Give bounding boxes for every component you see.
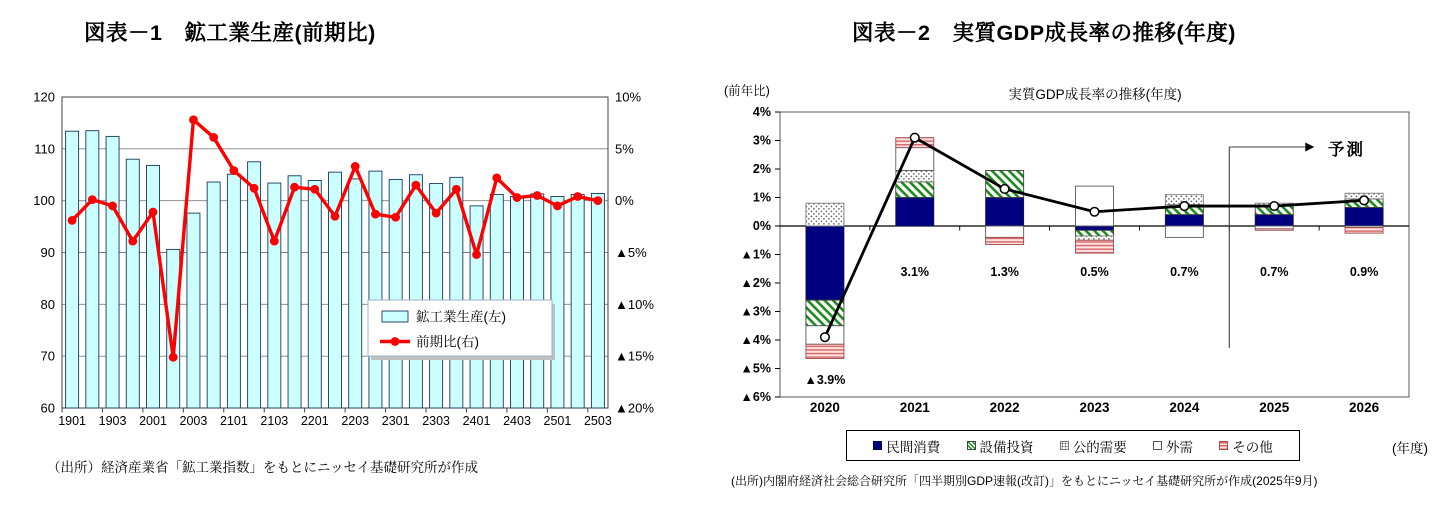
bar xyxy=(349,179,362,408)
legend-item-public-demand xyxy=(1060,436,1127,456)
x-axis-tick-label: 2503 xyxy=(583,414,612,428)
y-axis-tick-label: 1% xyxy=(752,190,771,205)
legend-label: その他 xyxy=(1232,439,1273,455)
y-axis-tick-label: 4% xyxy=(752,105,771,120)
stacked-bar-segment xyxy=(806,203,844,226)
right-axis-tick-label: 0% xyxy=(615,193,634,209)
qoq-line-marker xyxy=(128,237,137,246)
y-axis-tick-label: ▲1% xyxy=(740,247,771,262)
left-axis-tick-label: 100 xyxy=(33,193,55,209)
qoq-line-marker xyxy=(229,166,238,175)
bar xyxy=(66,131,79,408)
x-axis-tick-label: 2201 xyxy=(300,414,329,428)
stacked-bar-segment xyxy=(1076,186,1114,226)
stacked-bar-segment xyxy=(1345,227,1383,233)
qoq-line-marker xyxy=(351,162,360,171)
stacked-bar-segment xyxy=(986,198,1024,227)
left-chart-source: （出所）経済産業省「鉱工業指数」をもとにニッセイ基礎研究所が作成 xyxy=(47,460,479,475)
qoq-line-marker xyxy=(290,183,299,192)
legend-label: 外需 xyxy=(1166,439,1193,455)
qoq-line-marker xyxy=(391,213,400,222)
gdp-growth-marker xyxy=(1090,207,1099,216)
stacked-bar-segment xyxy=(986,226,1024,237)
bar xyxy=(450,177,463,408)
x-axis-tick-label: 1901 xyxy=(58,414,87,428)
x-axis-tick-label: 2001 xyxy=(139,414,167,428)
y-axis-tick-label: 0% xyxy=(752,219,771,234)
x-axis-tick-label: 2101 xyxy=(219,414,248,428)
y-axis-tick-label: 2% xyxy=(752,162,771,177)
legend-item-other xyxy=(1219,436,1273,456)
qoq-line-marker xyxy=(452,185,461,194)
qoq-line-marker xyxy=(189,115,198,124)
x-axis-year-label: 2026 xyxy=(1349,400,1380,415)
bar xyxy=(409,175,422,408)
growth-rate-label: ▲3.9% xyxy=(804,373,846,387)
stacked-bar-segment xyxy=(1165,215,1203,226)
line-series-swatch-marker-icon xyxy=(391,337,400,346)
stacked-bar-segment xyxy=(806,300,844,326)
stacked-bar-segment xyxy=(1255,215,1293,226)
right-axis-tick-label: 10% xyxy=(615,89,642,105)
qoq-line-marker xyxy=(209,133,218,142)
y-axis-tick-label: ▲6% xyxy=(740,390,771,405)
growth-rate-label: 0.5% xyxy=(1080,265,1109,279)
plot-border xyxy=(780,112,1409,397)
right-chart-y-unit-label: (前年比) xyxy=(724,84,770,98)
right-axis-tick-label: 5% xyxy=(615,141,634,157)
qoq-line-marker xyxy=(88,195,97,204)
bar xyxy=(571,194,584,408)
forecast-arrowhead-icon xyxy=(1305,143,1314,152)
capex-swatch-icon xyxy=(967,441,976,450)
stacked-bar-segment xyxy=(1076,236,1114,240)
y-axis-tick-label: 3% xyxy=(752,133,771,148)
x-axis-tick-label: 2403 xyxy=(503,414,531,428)
bar xyxy=(227,174,240,408)
bar-series-swatch-icon xyxy=(382,311,408,322)
gdp-growth-marker xyxy=(821,333,830,342)
line-series-legend-label: 前期比(右) xyxy=(416,334,479,350)
x-axis-tick-label: 2203 xyxy=(341,414,370,428)
gdp-growth-marker xyxy=(910,133,919,142)
y-axis-tick-label: ▲4% xyxy=(740,333,771,348)
qoq-line-marker xyxy=(270,237,279,246)
left-axis-tick-label: 90 xyxy=(40,245,55,260)
stacked-bar-segment xyxy=(896,170,934,181)
stacked-bar-segment xyxy=(1076,230,1114,236)
legend-label: 設備投資 xyxy=(979,439,1034,455)
qoq-line-marker xyxy=(250,184,259,193)
x-axis-year-label: 2023 xyxy=(1079,400,1110,415)
x-axis-tick-label: 2401 xyxy=(462,414,491,428)
left-axis-tick-label: 110 xyxy=(34,141,55,157)
growth-rate-label: 0.7% xyxy=(1170,265,1199,279)
right-axis-tick-label: ▲15% xyxy=(615,348,654,364)
qoq-line-marker xyxy=(310,185,319,194)
x-axis-year-label: 2022 xyxy=(989,400,1020,415)
qoq-line-marker xyxy=(593,196,602,205)
gdp-growth-marker xyxy=(1360,196,1369,205)
qoq-line-marker xyxy=(371,210,380,219)
bar xyxy=(147,165,160,408)
qoq-line-marker xyxy=(108,201,117,210)
gdp-stacked-bars xyxy=(806,138,1383,359)
stacked-bar-segment xyxy=(806,226,844,300)
x-axis-tick-label: 2003 xyxy=(179,414,208,428)
qoq-line-marker xyxy=(331,212,340,221)
iip-legend xyxy=(368,300,555,360)
x-axis-year-label: 2024 xyxy=(1169,400,1200,415)
growth-rate-label: 0.9% xyxy=(1349,265,1379,279)
external-demand-swatch-icon xyxy=(1153,441,1162,450)
x-axis-tick-label: 1903 xyxy=(98,414,127,428)
stacked-bar-segment xyxy=(896,182,934,198)
gdp-growth-marker xyxy=(1270,202,1279,211)
x-axis-tick-label: 2501 xyxy=(543,414,572,428)
qoq-line-marker xyxy=(149,208,158,217)
legend-item-external-demand xyxy=(1153,436,1193,456)
stacked-bar-segment xyxy=(896,198,934,227)
stacked-bar-segment xyxy=(1165,226,1203,237)
right-axis-tick-label: ▲10% xyxy=(615,296,654,312)
qoq-line-marker xyxy=(573,192,582,201)
other-swatch-icon xyxy=(1219,441,1228,450)
bar xyxy=(268,183,281,408)
iip-bars xyxy=(66,131,605,408)
right-chart-title: 図表－2 実質GDP成長率の推移(年度) xyxy=(852,21,1236,45)
stacked-bar-segment xyxy=(1345,207,1383,226)
growth-rate-label: 0.7% xyxy=(1259,265,1289,279)
growth-rate-label: 1.3% xyxy=(990,265,1019,279)
qoq-line-marker xyxy=(169,353,178,362)
gdp-growth-marker xyxy=(1000,185,1009,194)
y-axis-tick-label: ▲5% xyxy=(740,361,771,376)
right-chart-x-unit-label: (年度) xyxy=(1392,441,1428,456)
private-consumption-swatch-icon xyxy=(873,441,882,450)
qoq-line-marker xyxy=(68,216,77,225)
x-axis-year-label: 2021 xyxy=(899,400,930,415)
bar xyxy=(126,159,139,408)
stacked-bar-segment xyxy=(1076,240,1114,253)
qoq-line-marker xyxy=(472,250,481,259)
left-axis-tick-label: 80 xyxy=(40,296,55,312)
left-axis-tick-label: 120 xyxy=(33,89,55,105)
x-axis-tick-label: 2301 xyxy=(381,414,410,428)
gdp-chart xyxy=(741,105,1409,415)
right-chart-inner-title: 実質GDP成長率の推移(年度) xyxy=(1008,87,1182,102)
bar xyxy=(106,136,119,408)
qoq-line-marker xyxy=(492,173,501,182)
legend-item-private-consumption xyxy=(873,436,940,456)
qoq-line-marker xyxy=(553,201,562,210)
qoq-line-marker xyxy=(533,191,542,200)
qoq-line-marker xyxy=(513,193,522,202)
growth-rate-label: 3.1% xyxy=(900,265,930,279)
bar-series-legend-label: 鉱工業生産(左) xyxy=(416,309,506,325)
left-axis-tick-label: 60 xyxy=(40,400,55,416)
legend-label: 民間消費 xyxy=(886,439,941,455)
bar xyxy=(591,193,604,408)
bar xyxy=(288,176,301,408)
bar xyxy=(308,180,321,408)
qoq-line-marker xyxy=(411,181,420,190)
right-chart-source: (出所)内閣府経済社会総合研究所「四半期別GDP速報(改訂)」をもとにニッセイ基礎研究所が作成(2025年9月) xyxy=(731,474,1318,488)
iip-chart xyxy=(33,90,654,429)
forecast-label: 予測 xyxy=(1328,141,1365,159)
stacked-bar-segment xyxy=(806,344,844,358)
stacked-bar-segment xyxy=(986,237,1024,244)
left-axis-tick-label: 70 xyxy=(40,348,55,364)
legend-item-capex xyxy=(967,436,1034,456)
bar xyxy=(207,182,220,408)
left-chart-title: 図表－1 鉱工業生産(前期比) xyxy=(84,21,376,45)
y-axis-tick-label: ▲3% xyxy=(740,304,771,319)
x-axis-year-label: 2025 xyxy=(1259,400,1290,415)
right-axis-tick-label: ▲20% xyxy=(615,400,654,416)
bar xyxy=(86,131,99,408)
bar xyxy=(187,213,200,408)
gdp-growth-marker xyxy=(1180,202,1189,211)
qoq-line-marker xyxy=(432,209,441,218)
legend-label: 公的需要 xyxy=(1072,439,1127,455)
x-axis-year-label: 2020 xyxy=(809,400,840,415)
right-axis-tick-label: ▲5% xyxy=(615,245,647,260)
public-demand-swatch-icon xyxy=(1060,441,1069,450)
stacked-bar-segment xyxy=(1255,229,1293,230)
y-axis-tick-label: ▲2% xyxy=(740,276,771,291)
gdp-legend xyxy=(846,430,1300,461)
x-axis-tick-label: 2103 xyxy=(260,414,289,428)
stacked-bar-segment xyxy=(1076,226,1114,230)
bar xyxy=(551,197,564,408)
x-axis-tick-label: 2303 xyxy=(422,414,451,428)
